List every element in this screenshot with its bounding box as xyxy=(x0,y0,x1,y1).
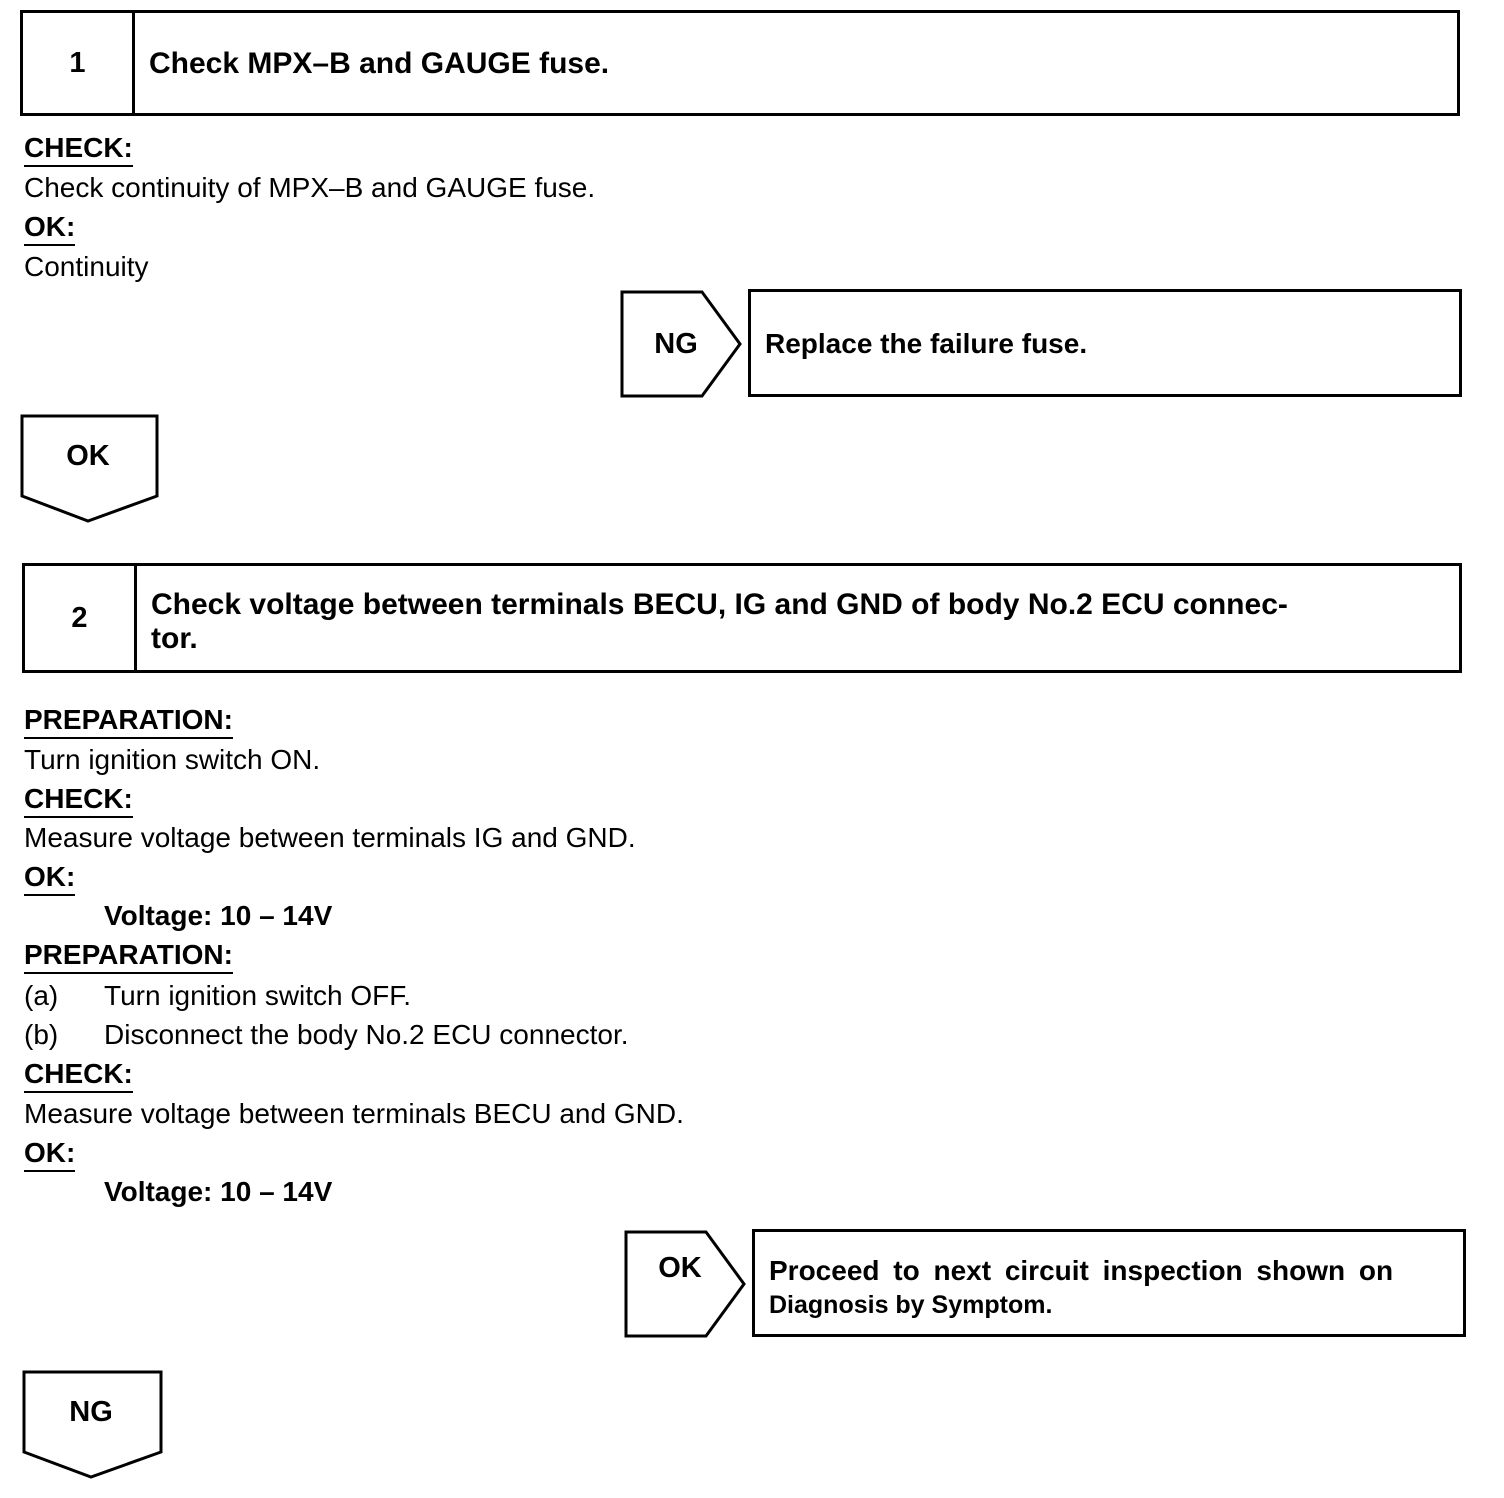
step-1-ok-label-tag: OK xyxy=(66,440,110,472)
step-1-header xyxy=(20,10,1460,116)
step-2-check2-text: Measure voltage between terminals BECU and GND. xyxy=(24,1098,684,1129)
step-1-ng-action-box xyxy=(748,289,1462,397)
step-2-ok2-spec: Voltage: 10 – 14V xyxy=(104,1176,333,1207)
step-2-ng-label-tag: NG xyxy=(69,1396,113,1428)
step-2-prep2-item-b-letter: (b) xyxy=(24,1019,59,1050)
step-2-ok1-label: OK: xyxy=(24,861,75,896)
right-arrow-tag-shape xyxy=(624,1230,748,1338)
step-2-ok-tag xyxy=(624,1230,748,1338)
step-1-ng-label: NG xyxy=(654,328,698,360)
step-2-title-line1: Check voltage between terminals BECU, IG and GND of body No.2 ECU connec- xyxy=(151,588,1288,621)
step-2-prep2-item-a-text: Turn ignition switch OFF. xyxy=(104,980,412,1011)
step-2-prep2-label: PREPARATION: xyxy=(24,939,233,974)
step-2-number: 2 xyxy=(25,566,137,670)
step-2-ok-label-tag: OK xyxy=(658,1252,702,1284)
step-1-ng-tag xyxy=(620,290,744,398)
step-2-prep1-text: Turn ignition switch ON. xyxy=(24,744,321,775)
step-2-ok2-label: OK: xyxy=(24,1137,75,1172)
step-1-check-label: CHECK: xyxy=(24,132,133,167)
step-2-prep1-label: PREPARATION: xyxy=(24,704,233,739)
step-1-number: 1 xyxy=(23,13,135,113)
step-2-header xyxy=(22,563,1462,673)
step-1-ok-label: OK: xyxy=(24,211,75,246)
step-2-check2-label: CHECK: xyxy=(24,1058,133,1093)
step-2-check1-label: CHECK: xyxy=(24,783,133,818)
step-1-ok-tag xyxy=(20,414,160,524)
step-2-prep2-item-a-letter: (a) xyxy=(24,980,59,1011)
step-2-ok-action-line2: Diagnosis by Symptom. xyxy=(769,1291,1053,1319)
step-2-ok1-spec: Voltage: 10 – 14V xyxy=(104,900,333,931)
step-2-prep2-item-b-text: Disconnect the body No.2 ECU connector. xyxy=(104,1019,629,1050)
step-2-ok-action-line1: Proceed to next circuit inspection shown on xyxy=(769,1255,1394,1286)
step-1-title: Check MPX–B and GAUGE fuse. xyxy=(149,47,610,80)
step-1-check-text: Check continuity of MPX–B and GAUGE fuse. xyxy=(24,172,596,203)
step-2-check1-text: Measure voltage between terminals IG and GND. xyxy=(24,822,636,853)
step-2-ng-tag xyxy=(22,1370,164,1480)
step-1-ng-action: Replace the failure fuse. xyxy=(765,328,1088,359)
step-2-title-line2: tor. xyxy=(151,622,198,655)
step-1-ok-text: Continuity xyxy=(24,251,149,282)
step-2-ok-action-box xyxy=(752,1229,1466,1337)
